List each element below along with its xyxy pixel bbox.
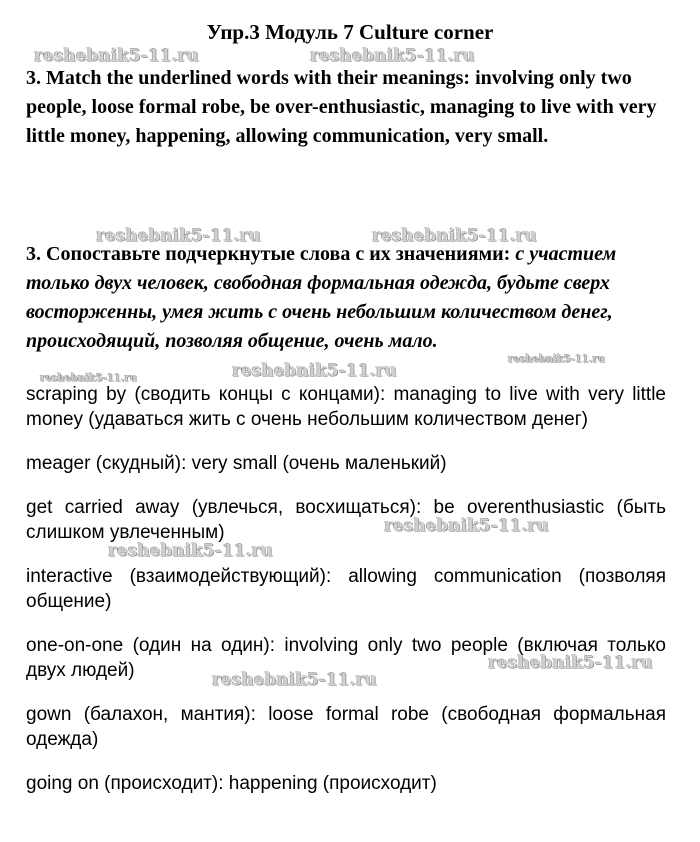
watermark: reshebnik5-11.ru [310, 46, 475, 66]
answer-item: gown (балахон, мантия): loose formal robe (свободная формальная одежда) [26, 704, 666, 750]
task-russian-lead: 3. Сопоставьте подчеркнутые слова с их значениями: [26, 243, 516, 265]
answer-item: meager (скудный): very small (очень маленький) [26, 453, 447, 474]
watermark: reshebnik5-11.ru [232, 361, 397, 381]
page-title: Упр.3 Модуль 7 Culture corner [206, 20, 494, 44]
watermark: reshebnik5-11.ru [96, 226, 261, 246]
watermark: reshebnik5-11.ru [508, 354, 605, 365]
watermark: reshebnik5-11.ru [40, 373, 137, 384]
watermark: reshebnik5-11.ru [384, 516, 549, 536]
watermark: reshebnik5-11.ru [212, 670, 377, 690]
answer-item: interactive (взаимодействующий): allowing communication (позволяя общение) [26, 566, 666, 612]
answer-item: scraping by (сводить концы с концами): managing to live with very little money (удаваться жить с очень небольшим количеством денег) [26, 384, 666, 430]
watermark: reshebnik5-11.ru [488, 653, 653, 673]
watermark: reshebnik5-11.ru [372, 226, 537, 246]
answer-list [26, 382, 666, 815]
task-russian-meanings: с участием только двух человек, свободная формальная одежда, будьте сверх восторженны, умея жить с очень небольшим количеством денег, происходящий, позволяя общение, очень мало. [26, 243, 617, 352]
watermark: reshebnik5-11.ru [34, 46, 199, 66]
answer-item: get carried away (увлечься, восхищаться): be overenthusiastic (быть слишком увлеченным) [26, 497, 666, 543]
watermark: reshebnik5-11.ru [108, 541, 273, 561]
answer-item: going on (происходит): happening (происходит) [26, 773, 437, 794]
task-russian [26, 240, 676, 356]
task-english: 3. Match the underlined words with their meanings: involving only two people, loose formal robe, be over-enthusiastic, managing to live with very little money, happening, allowing communication, very small. [26, 67, 657, 147]
answer-item: one-on-one (один на один): involving only two people (включая только двух людей) [26, 635, 666, 681]
